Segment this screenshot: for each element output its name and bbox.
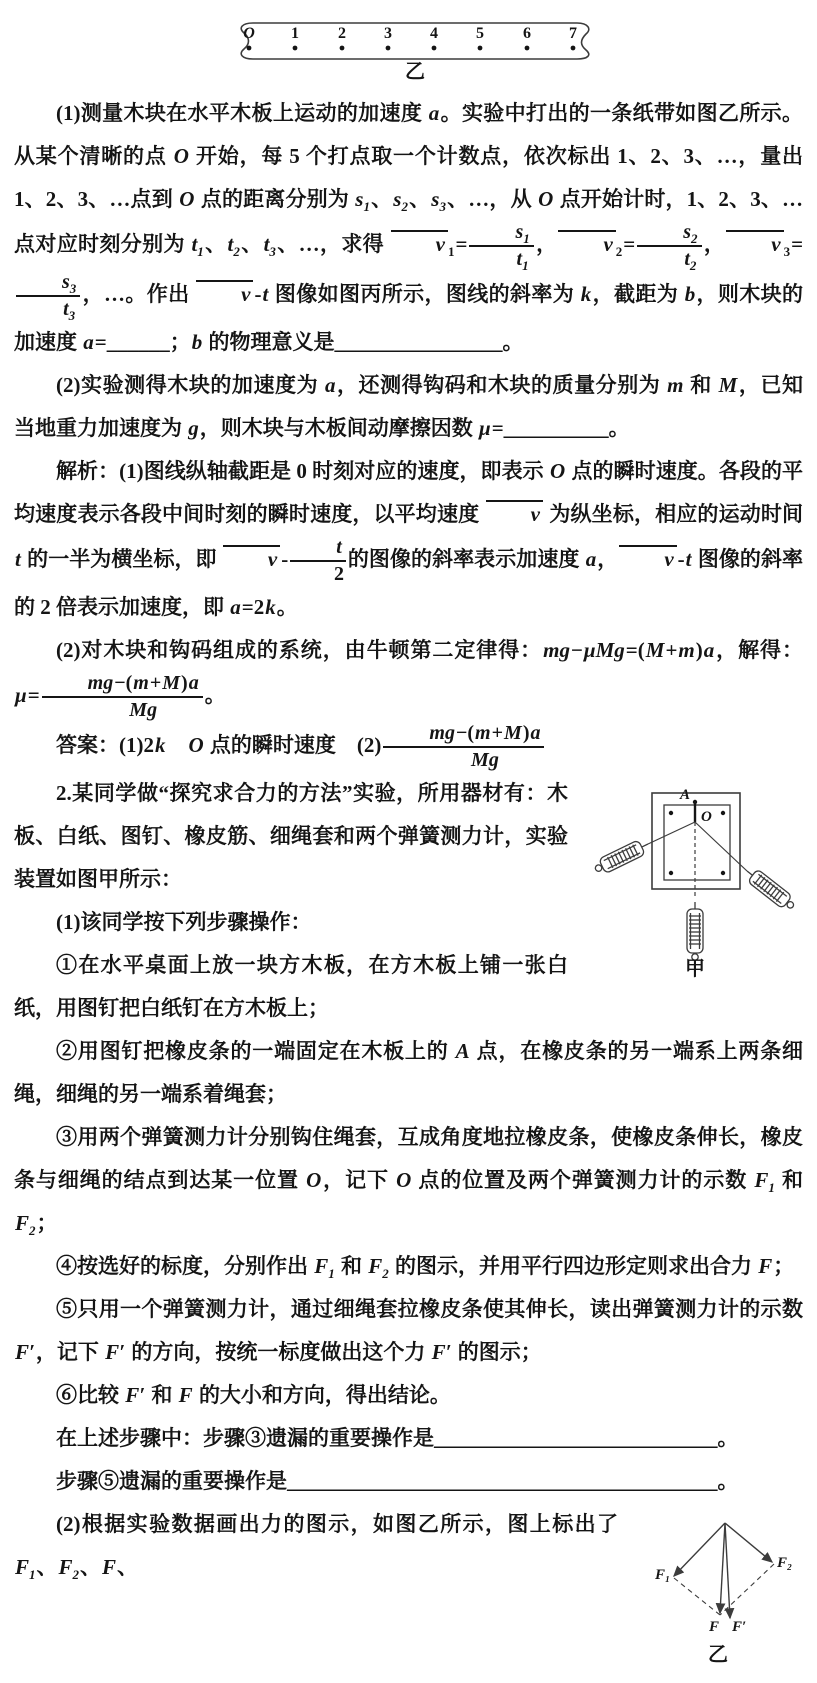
fraction [469,221,533,271]
variable: O [538,187,554,211]
variable: $s_2$ [393,187,408,215]
fraction: $\frac{mg-(m+M)a}{Mg}$ [383,722,544,772]
paragraph-8: ①在水平桌面上放一块方木板，在方木板上铺一张白纸，用图钉把白纸钉在方木板上； [14,953,568,1020]
variable: $s_1$ [515,221,530,246]
variable: a [703,638,715,662]
variable: $s_3$ [431,187,446,215]
paragraph-12: ⑤只用一个弹簧测力计，通过细绳套拉橡皮条使其伸长，读出弹簧测力计的示数 F′，记下 F′ 的方向，按统一标度做出这个力 F′ 的图示； [15,1297,803,1364]
force-label-f-prime: F′ [732,1619,747,1635]
variable: mg [429,722,455,744]
mean-velocity-symbol: v $_1$ [391,232,455,256]
paragraph-5: 答案：(1)2k O 点的瞬时速度 (2) $\frac{mg-(m+M)a}{Mg}$ [14,722,803,772]
paragraph-3: 解析：(1)图线纵轴截距是 0 时刻对应的速度，即表示 O 点的瞬时速度。各段的平均速度表示各段中间时刻的瞬时速度，以平均速度 v 为纵坐标，相应的运动时间 t 的一半为横坐标，即 v - $\frac{t}{2}$ 的图像的斜率表示加速度 a， v -t 图像的斜率的 2 倍表示加速度，即 a=2k。 [14,459,804,619]
parallelogram-dashed-lines [674,1564,774,1615]
variable: $F_1$ [754,1168,775,1196]
variable: a [585,546,597,571]
paper-rect [664,805,730,880]
tape-point-labels [243,25,577,42]
tape-point-label: 3 [384,25,392,42]
fraction: $\frac{mg-(m+M)a}{Mg}$ [42,672,203,722]
apparatus-caption: 甲 [685,958,705,978]
variable: $s_3$ [62,271,77,296]
section-heading: 解析： [56,460,120,483]
right-spring-scale [742,865,798,913]
variable: $t_2$ [684,248,697,273]
variable: $t_1$ [516,248,529,273]
variable: M [718,373,738,397]
variable: μ [15,682,27,707]
variable: t [336,536,342,558]
apparatus-svg [578,772,803,978]
paragraph-16: (2)根据实验数据画出力的图示，如图乙所示，图上标出了 $F_1$、$F_2$、F、 [15,1512,618,1583]
mean-velocity-symbol: v [223,547,280,571]
variable: t [262,281,269,306]
variable: a [324,373,336,397]
tape-point-label: 1 [291,25,299,42]
tape-point-label: 2 [338,25,346,42]
variable: mg [87,672,114,694]
paragraph-4: (2)对木块和钩码组成的系统，由牛顿第二定律得：mg−μMg=(M+m)a，解得：μ= $\frac{mg-(m+M)a}{Mg}$ 。 [15,638,803,721]
variable: O [173,144,189,168]
variable: t [685,546,692,571]
variable: F′ [105,1340,126,1364]
variable: $s_1$ [355,187,370,215]
tape-point-label: 6 [523,25,531,42]
variable: A [455,1039,470,1063]
variable: Mg [129,699,158,721]
paragraph-7: (1)该同学按下列步骤操作： [56,910,312,934]
mean-velocity-symbol: v [196,282,253,306]
variable: F′ [15,1340,35,1364]
bottom-spring-scale [687,902,703,960]
force-arrows [674,1523,772,1618]
apparatus-figure [578,772,803,978]
tape-point-label: 5 [476,25,484,42]
mean-velocity-symbol: v $_2$ [558,232,622,256]
paragraph-15: 步骤⑤遗漏的重要操作是_________________________________________。 [56,1469,739,1493]
paragraph-6: 2.某同学做“探究求合力的方法”实验，所用器材有：木板、白纸、图钉、橡皮筋、细绳套和两个弹簧测力计，实验装置如图甲所示： [14,781,568,891]
paragraph-11: ④按选好的标度，分别作出 $F_1$ 和 $F_2$ 的图示，并用平行四边形定则求出合力 F； [56,1254,795,1282]
variable: O [179,187,195,211]
left-string [648,822,695,844]
paragraph-10: ③用两个弹簧测力计分别钩住绳套，互成角度地拉橡皮条，使橡皮条伸长，橡皮条与细绳的结点到达某一位置 O，记下 O 点的位置及两个弹簧测力计的示数 $F_1$ 和 $F_2$； [14,1125,804,1239]
variable: b [191,330,203,354]
variable: m [667,373,684,397]
variable: a [428,101,440,125]
paper-tape-svg [237,20,593,82]
force-diagram-figure [628,1509,803,1669]
paragraph-9: ②用图钉把橡皮条的一端固定在木板上的 A 点，在橡皮条的另一端系上两条细绳，细绳的另一端系着绳套； [14,1039,803,1106]
variable: F′ [431,1340,452,1364]
fraction [637,221,701,271]
variable: F′ [125,1383,146,1407]
fraction [16,271,80,321]
force-arrow-f1 [674,1523,725,1576]
variable: O [306,1168,322,1192]
force-diagram-svg [628,1509,803,1669]
variable: t [15,546,21,571]
variable: m [133,672,149,694]
tape-dots [247,46,576,51]
force-label-f2: F₂ [777,1555,793,1571]
variable: a [83,330,94,354]
tape-point-label: 4 [430,25,438,42]
paragraph-2: (2)实验测得木块的加速度为 a，还测得钩码和木块的质量分别为 m 和 M，已知当地重力加速度为 g，则木块与木板间动摩擦因数 μ=__________。 [14,373,804,440]
mean-velocity-symbol: v $_3$ [726,232,790,256]
variable: $t_3$ [63,298,76,323]
variable: m [678,638,695,662]
tape-point-label: O [243,25,255,42]
fraction: $\frac{t}{2}$ [290,536,346,586]
mean-velocity-symbol: v [619,547,676,571]
tape-point-label: 7 [569,25,577,42]
variable: F [102,1555,117,1579]
force-diagram-caption: 乙 [708,1644,728,1666]
paper-tape-figure [237,20,593,82]
variable: μMg [583,638,625,662]
variable: O [396,1168,412,1192]
variable: M [504,722,522,744]
variable: μ [479,416,491,440]
point-a-label: A [679,787,690,803]
section-heading: 答案： [56,733,119,757]
variable: $s_2$ [683,221,698,246]
force-arrow-f-prime [725,1523,730,1618]
point-o-label: O [701,809,712,825]
variable: $t_2$ [227,231,240,259]
variable: M [645,638,665,662]
paragraph-14: 在上述步骤中：步骤③遗漏的重要操作是___________________________。 [56,1426,739,1450]
variable: k [265,595,276,619]
variable: Mg [471,749,499,771]
variable: a [230,595,241,619]
variable: k [580,281,592,306]
variable: O [188,732,204,757]
variable: F [178,1383,193,1407]
variable: a [530,722,541,744]
variable: k [155,732,166,757]
problem-1-section [14,92,803,772]
paragraph-13: ⑥比较 F′ 和 F 的大小和方向，得出结论。 [56,1383,451,1407]
force-label-f1: F₁ [655,1567,671,1583]
variable: $F_1$ [314,1254,335,1282]
variable: g [188,416,199,440]
mean-velocity-symbol: v [486,502,543,526]
paragraph-1: (1)测量木块在水平木板上运动的加速度 a。实验中打出的一条纸带如图乙所示。从某个清晰的点 O 开始，每 5 个打点取一个计数点，依次标出 1、2、3、…，量出 1、2、3、…点到 O 点的距离分别为 $s_1$、$s_2$、$s_3$、…，从 O 点开始计时，1、2、3、…点对应时刻分别为 $t_1$、$t_2$、$t_3$、…，求得 v $_1$= $\frac{s_1}{t_1}$ ， v $_2$= $\frac{s_2}{t_2}$ ， v $_3$= $\frac{s_3}{t_3}$ ，…。作出 v -t 图像如图丙所示，图线的斜率为 k，截距为 b，则木块的加速度 a=______；b 的物理意义是________________。 [14,101,804,354]
variable: $t_3$ [263,231,276,259]
variable: $F_2$ [368,1254,389,1282]
variable: $F_2$ [58,1555,80,1583]
force-arrow-f2 [725,1523,772,1562]
tape-caption: 乙 [405,61,425,82]
variable: a [188,672,199,694]
variable: $t_1$ [191,231,204,259]
force-arrow-f [720,1523,725,1613]
variable: m [475,722,491,744]
variable: M [162,672,181,694]
variable: mg [543,638,570,662]
left-spring-scale [592,837,651,877]
force-label-f: F [709,1619,720,1635]
variable: $F_2$ [15,1211,36,1239]
variable: $F_1$ [15,1555,36,1583]
variable: b [684,281,696,306]
variable: O [550,459,566,483]
variable: F [758,1254,773,1278]
